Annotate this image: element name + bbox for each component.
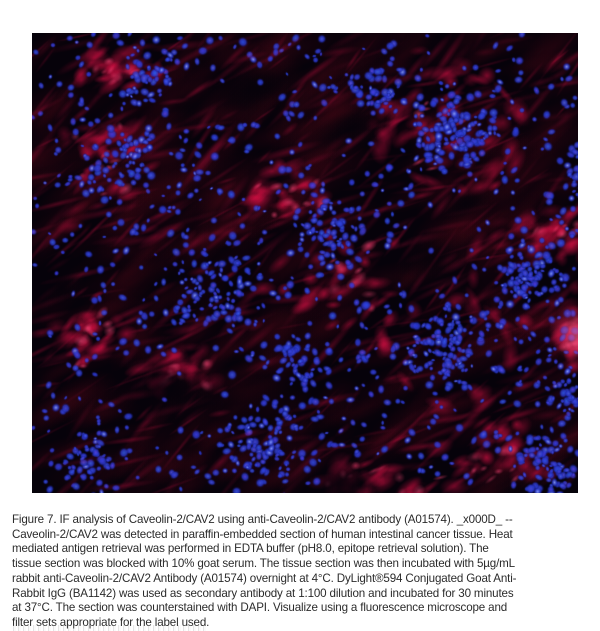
caption-line: mediated antigen retrieval was performed in EDTA buffer (pH8.0, epitope retrieval solution). The bbox=[12, 542, 489, 556]
clipped-text-remnant bbox=[13, 625, 206, 631]
caption-line: filter sets appropriate for the label used. bbox=[12, 615, 210, 629]
micrograph-figure bbox=[32, 33, 578, 493]
micrograph-canvas bbox=[32, 33, 578, 493]
figure-caption bbox=[12, 513, 596, 631]
caption-line: Caveolin-2/CAV2 was detected in paraffin-embedded section of human intestinal cancer tissue. Heat bbox=[12, 527, 513, 541]
caption-line: rabbit anti-Caveolin-2/CAV2 Antibody (A01574) overnight at 4°C. DyLight®594 Conjugated Goat Anti- bbox=[12, 571, 517, 585]
caption-line: at 37°C. The section was counterstained with DAPI. Visualize using a fluorescence microscope and bbox=[12, 601, 508, 615]
caption-line: Figure 7. IF analysis of Caveolin-2/CAV2 using anti-Caveolin-2/CAV2 antibody (A01574). _x000D_ -- bbox=[12, 513, 513, 526]
caption-line: tissue section was blocked with 10% goat serum. The tissue section was then incubated with 5µg/mL bbox=[12, 557, 515, 571]
caption-line: Rabbit IgG (BA1142) was used as secondary antibody at 1:100 dilution and incubated for 30 minutes bbox=[12, 586, 514, 600]
